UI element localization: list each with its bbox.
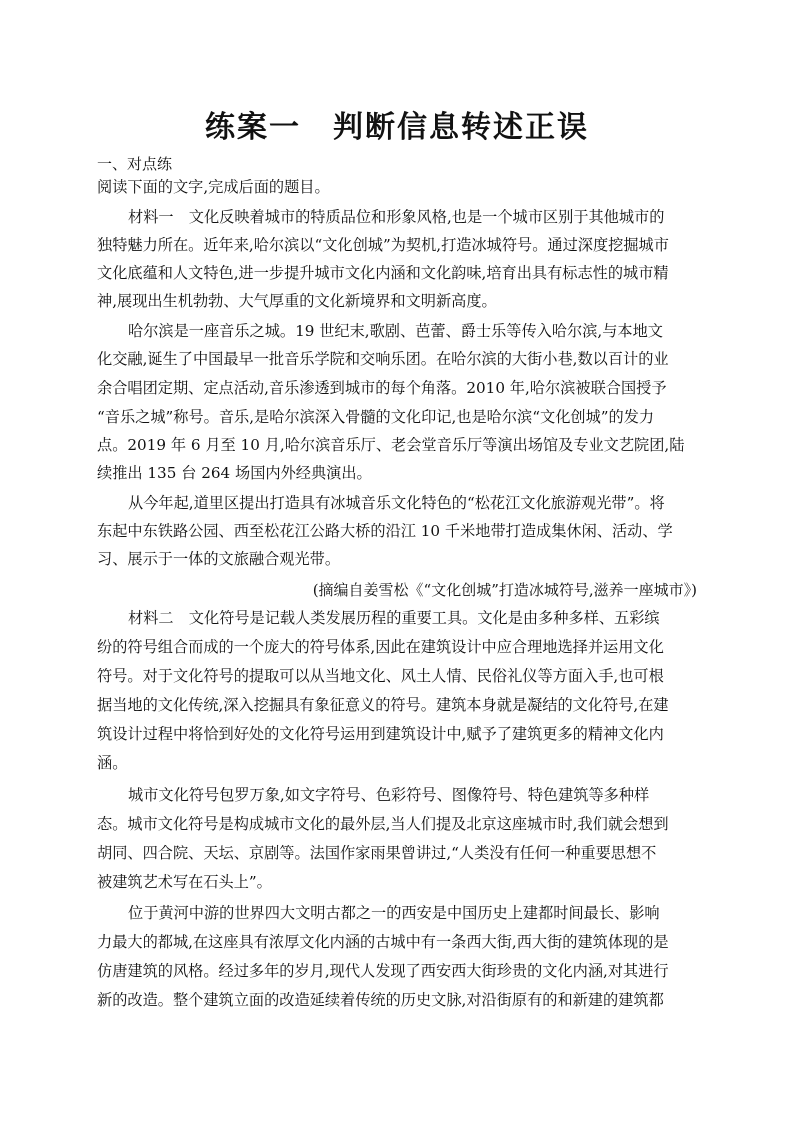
- material2-label: 材料二: [128, 609, 174, 627]
- material1-p2-line-5: 点。2019 年 6 月至 10 月,哈尔滨音乐厅、老会堂音乐厅等演出场馆及专业文艺院团,陆: [97, 436, 685, 454]
- material1-line-4: 神,展现出生机勃勃、大气厚重的文化新境界和文明新高度。: [97, 292, 497, 310]
- material1-p2-line-2: 化交融,诞生了中国最早一批音乐学院和交响乐团。在哈尔滨的大街小巷,数以百计的业: [97, 350, 669, 368]
- material1-label: 材料一: [128, 208, 174, 226]
- material1-line-3: 文化底蕴和人文特色,进一步提升城市文化内涵和文化韵味,培育出具有标志性的城市精: [97, 264, 669, 282]
- material2-p2-line-3: 胡同、四合院、天坛、京剧等。法国作家雨果曾讲过,“人类没有任何一种重要思想不: [97, 844, 657, 862]
- material2-p3-line-2: 力最大的都城,在这座具有浓厚文化内涵的古城中有一条西大街,西大街的建筑体现的是: [97, 933, 669, 951]
- material1-line-2: 独特魅力所在。近年来,哈尔滨以“文化创城”为契机,打造冰城符号。通过深度挖掘城市: [97, 236, 669, 254]
- material1-p2-line-6: 续推出 135 台 264 场国内外经典演出。: [97, 464, 372, 482]
- instruction-text: 阅读下面的文字,完成后面的题目。: [97, 178, 330, 196]
- material2-p2-line-2: 态。城市文化符号是构成城市文化的最外层,当人们提及北京这座城市时,我们就会想到: [97, 815, 669, 833]
- material1-p2-line-4: “音乐之城”称号。音乐,是哈尔滨深入骨髓的文化印记,也是哈尔滨“文化创城”的发力: [97, 408, 655, 426]
- material1-p2-line-3: 余合唱团定期、定点活动,音乐渗透到城市的每个角落。2010 年,哈尔滨被联合国授予: [97, 379, 667, 397]
- material1-line-1: 材料一 文化反映着城市的特质品位和形象风格,也是一个城市区别于其他城市的: [128, 208, 665, 226]
- material1-p2-line-1: 哈尔滨是一座音乐之城。19 世纪末,歌剧、芭蕾、爵士乐等传入哈尔滨,与本地文: [128, 322, 663, 340]
- material2-line-1: 材料二 文化符号是记载人类发展历程的重要工具。文化是由多种多样、五彩缤: [128, 609, 660, 627]
- material2-p3-line-4: 新的改造。整个建筑立面的改造延续着传统的历史文脉,对沿街原有的和新建的建筑都: [97, 991, 664, 1009]
- material1-p3-line-2: 东起中东铁路公园、西至松花江公路大桥的沿江 10 千米地带打造成集休闲、活动、学: [97, 522, 673, 540]
- material2-p2-line-1: 城市文化符号包罗万象,如文字符号、色彩符号、图像符号、特色建筑等多种样: [128, 786, 650, 804]
- page-title: 练案一 判断信息转述正误: [205, 110, 589, 145]
- material2-p2-line-4: 被建筑艺术写在石头上”。: [97, 873, 272, 891]
- section-heading: 一、对点练: [97, 155, 173, 173]
- material2-p3-line-3: 仿唐建筑的风格。经过多年的岁月,现代人发现了西安西大街珍贵的文化内涵,对其进行: [97, 962, 669, 980]
- material1-source: (摘编自姜雪松《“文化创城”打造冰城符号,滋养一座城市》): [312, 581, 697, 599]
- material1-p3-line-3: 习、展示于一体的文旅融合观光带。: [97, 550, 340, 568]
- material1-p3-line-1: 从今年起,道里区提出打造具有冰城音乐文化特色的“松花江文化旅游观光带”。将: [128, 494, 665, 512]
- material2-line-2: 纷的符号组合而成的一个庞大的符号体系,因此在建筑设计中应合理地选择并运用文化: [97, 638, 664, 656]
- material2-line-3: 符号。对于文化符号的提取可以从当地文化、风土人情、民俗礼仪等方面入手,也可根: [97, 667, 664, 685]
- material2-p3-line-1: 位于黄河中游的世界四大文明古都之一的西安是中国历史上建都时间最长、影响: [128, 904, 660, 922]
- material2-line-4: 据当地的文化传统,深入挖掘具有象征意义的符号。建筑本身就是凝结的文化符号,在建: [97, 696, 669, 714]
- material2-line-6: 涵。: [97, 754, 128, 772]
- material2-line-5: 筑设计过程中将恰到好处的文化符号运用到建筑设计中,赋予了建筑更多的精神文化内: [97, 725, 664, 743]
